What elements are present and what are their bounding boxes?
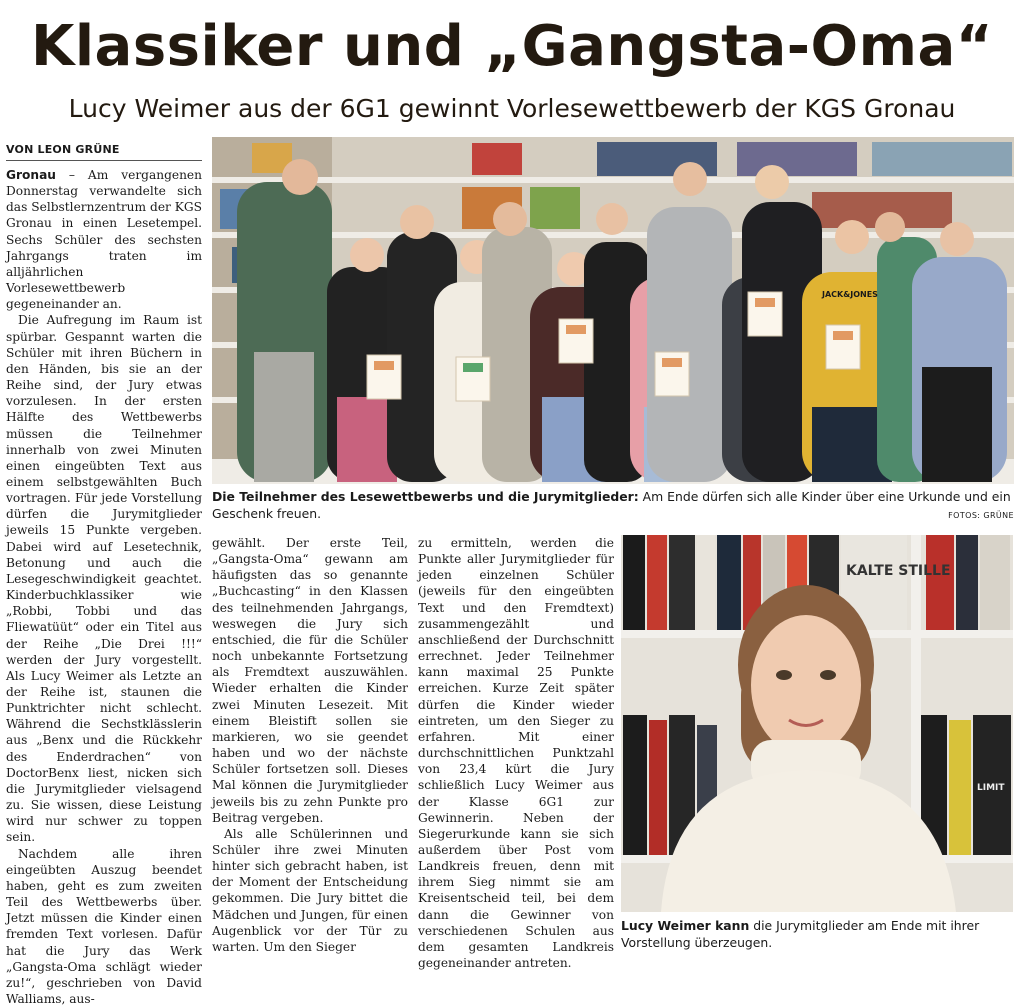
portrait-caption — [621, 917, 1013, 951]
portrait-photo-illustration — [621, 535, 1013, 912]
photo-credit: FOTOS: GRÜNE — [948, 511, 1014, 520]
paragraph: Die Aufregung im Raum ist spürbar. Gespannt warten die Schüler mit ihren Büchern in den Händen, bis sie an der Reihe sind, der Jury etwas vorzulesen. In der ersten Hälfte des Wettbewerbs müssen die Teilnehmer innerhalb von zwei Minuten einen eingeübten Text aus einem selbstgewählten Buch vortragen. Für jede Vorstellung dürfen die Jurymitglieder jeweils 15 Punkte vergeben. Dabei wird auf Lesetechnik, Betonung und auch die Lesegeschwindigkeit geachtet. Kinderbuchklassiker wie „Robbi, Tobbi und das Fliewatüüt“ oder ein Titel aus der Reihe „Die Drei !!!“ werden der Jury vorgestellt. Als Lucy Weimer als Letzte an der Reihe ist, staunen die Punktrichter nicht schlecht. Während die Sechstklässlerin aus „Benx und die Rückkehr des Enderdrachen“ von DoctorBenx liest, nicken sich die Jurymitglieder vielsagend zu. Sie wissen, diese Leistung wird nur schwer zu toppen sein. — [6, 313, 202, 845]
paragraph: Nachdem alle ihren eingeübten Auszug beendet haben, geht es zum zweiten Teil des Wettbewerbs über. Jetzt müssen die Kinder einen fremden Text vorlesen. Dafür hat die Jury das Werk „Gangsta-Oma schlägt wieder zu!“, geschrieben von David Walliams, aus- — [6, 846, 202, 1006]
paragraph: zu ermitteln, werden die Punkte aller Jurymitglieder für jeden einzelnen Schüler (jeweils für den eingeübten Text und den Fremdtext) zusammengezählt und anschließend der Durchschnitt errechnet. Jeder Teilnehmer kann maximal 25 Punkte erreichen. Kurze Zeit später dürfen die Kinder wieder eintreten, um den Sieger zu erfahren. Mit einer durchschnittlichen Punktzahl von 23,4 kürt die Jury schließlich Lucy Weimer aus der Klasse 6G1 zur Gewinnerin. Neben der Siegerurkunde kann sie sich außerdem über Post vom Landkreis freuen, denn mit ihrem Sieg nimmt sie am Kreisentscheid teil, bei dem dann die Gewinner von verschiedenen Schulen aus dem gesamten Landkreis gegeneinander antreten. — [418, 536, 614, 971]
article-column-1 — [6, 167, 202, 1006]
caption-lead: Lucy Weimer kann — [621, 918, 750, 933]
portrait-photo — [621, 535, 1013, 912]
byline: VON LEON GRÜNE — [6, 139, 202, 161]
caption-text: die Jurymitglieder am Ende mit ihrer Vorstellung überzeugen. — [621, 918, 980, 950]
dateline: Gronau — [6, 168, 56, 182]
shirt-print: JACK&JONES — [822, 290, 878, 299]
paragraph: gewählt. Der erste Teil, „Gangsta-Oma“ gewann am häufigsten das so genannte „Buchcasting“ in den Klassen des teilnehmenden Jahrgangs, weswegen die Jury sich entschied, die für die Schüler noch unbekannte Fortsetzung als Fremdtext auszuwählen. Wieder erhalten die Kinder zwei Minuten Lesezeit. Mit einem Bleistift sollen sie markieren, wo sie geendet haben und wo der nächste Schüler fortsetzen soll. Dieses Mal können die Jurymitglieder jeweils bis zu zehn Punkte pro Beitrag vergeben. — [212, 536, 408, 825]
article-column-2 — [212, 535, 408, 955]
paragraph: Als alle Schülerinnen und Schüler ihre zwei Minuten hinter sich gebracht haben, ist der Moment der Entscheidung gekommen. Die Jury bittet die Mädchen und Jungen, für einen Augenblick vor der Tür zu warten. Um den Sieger — [212, 826, 408, 954]
caption-lead: Die Teilnehmer des Lesewettbewerbs und die Jurymitglieder: — [212, 489, 639, 504]
group-photo-caption — [212, 488, 1014, 522]
book-title-kalte: KALTE STILLE — [846, 563, 951, 579]
group-photo — [212, 137, 1014, 484]
paragraph: – Am vergangenen Donnerstag verwandelte sich das Selbstlernzentrum der KGS Gronau in einen Lesetempel. Sechs Schüler des sechsten Jahrgangs traten im alljährlichen Vorlesewettbewerb gegeneinander an. — [6, 168, 202, 312]
book-title-limit: LIMIT — [977, 783, 1005, 793]
group-photo-illustration — [212, 137, 1014, 484]
article-column-3 — [418, 535, 614, 971]
article-headline: Klassiker und „Gangsta-Oma“ — [30, 14, 994, 79]
article-subheadline: Lucy Weimer aus der 6G1 gewinnt Vorlesewettbewerb der KGS Gronau — [68, 94, 956, 123]
caption-text: Am Ende dürfen sich alle Kinder über eine Urkunde und ein Geschenk freuen. — [212, 489, 1011, 521]
